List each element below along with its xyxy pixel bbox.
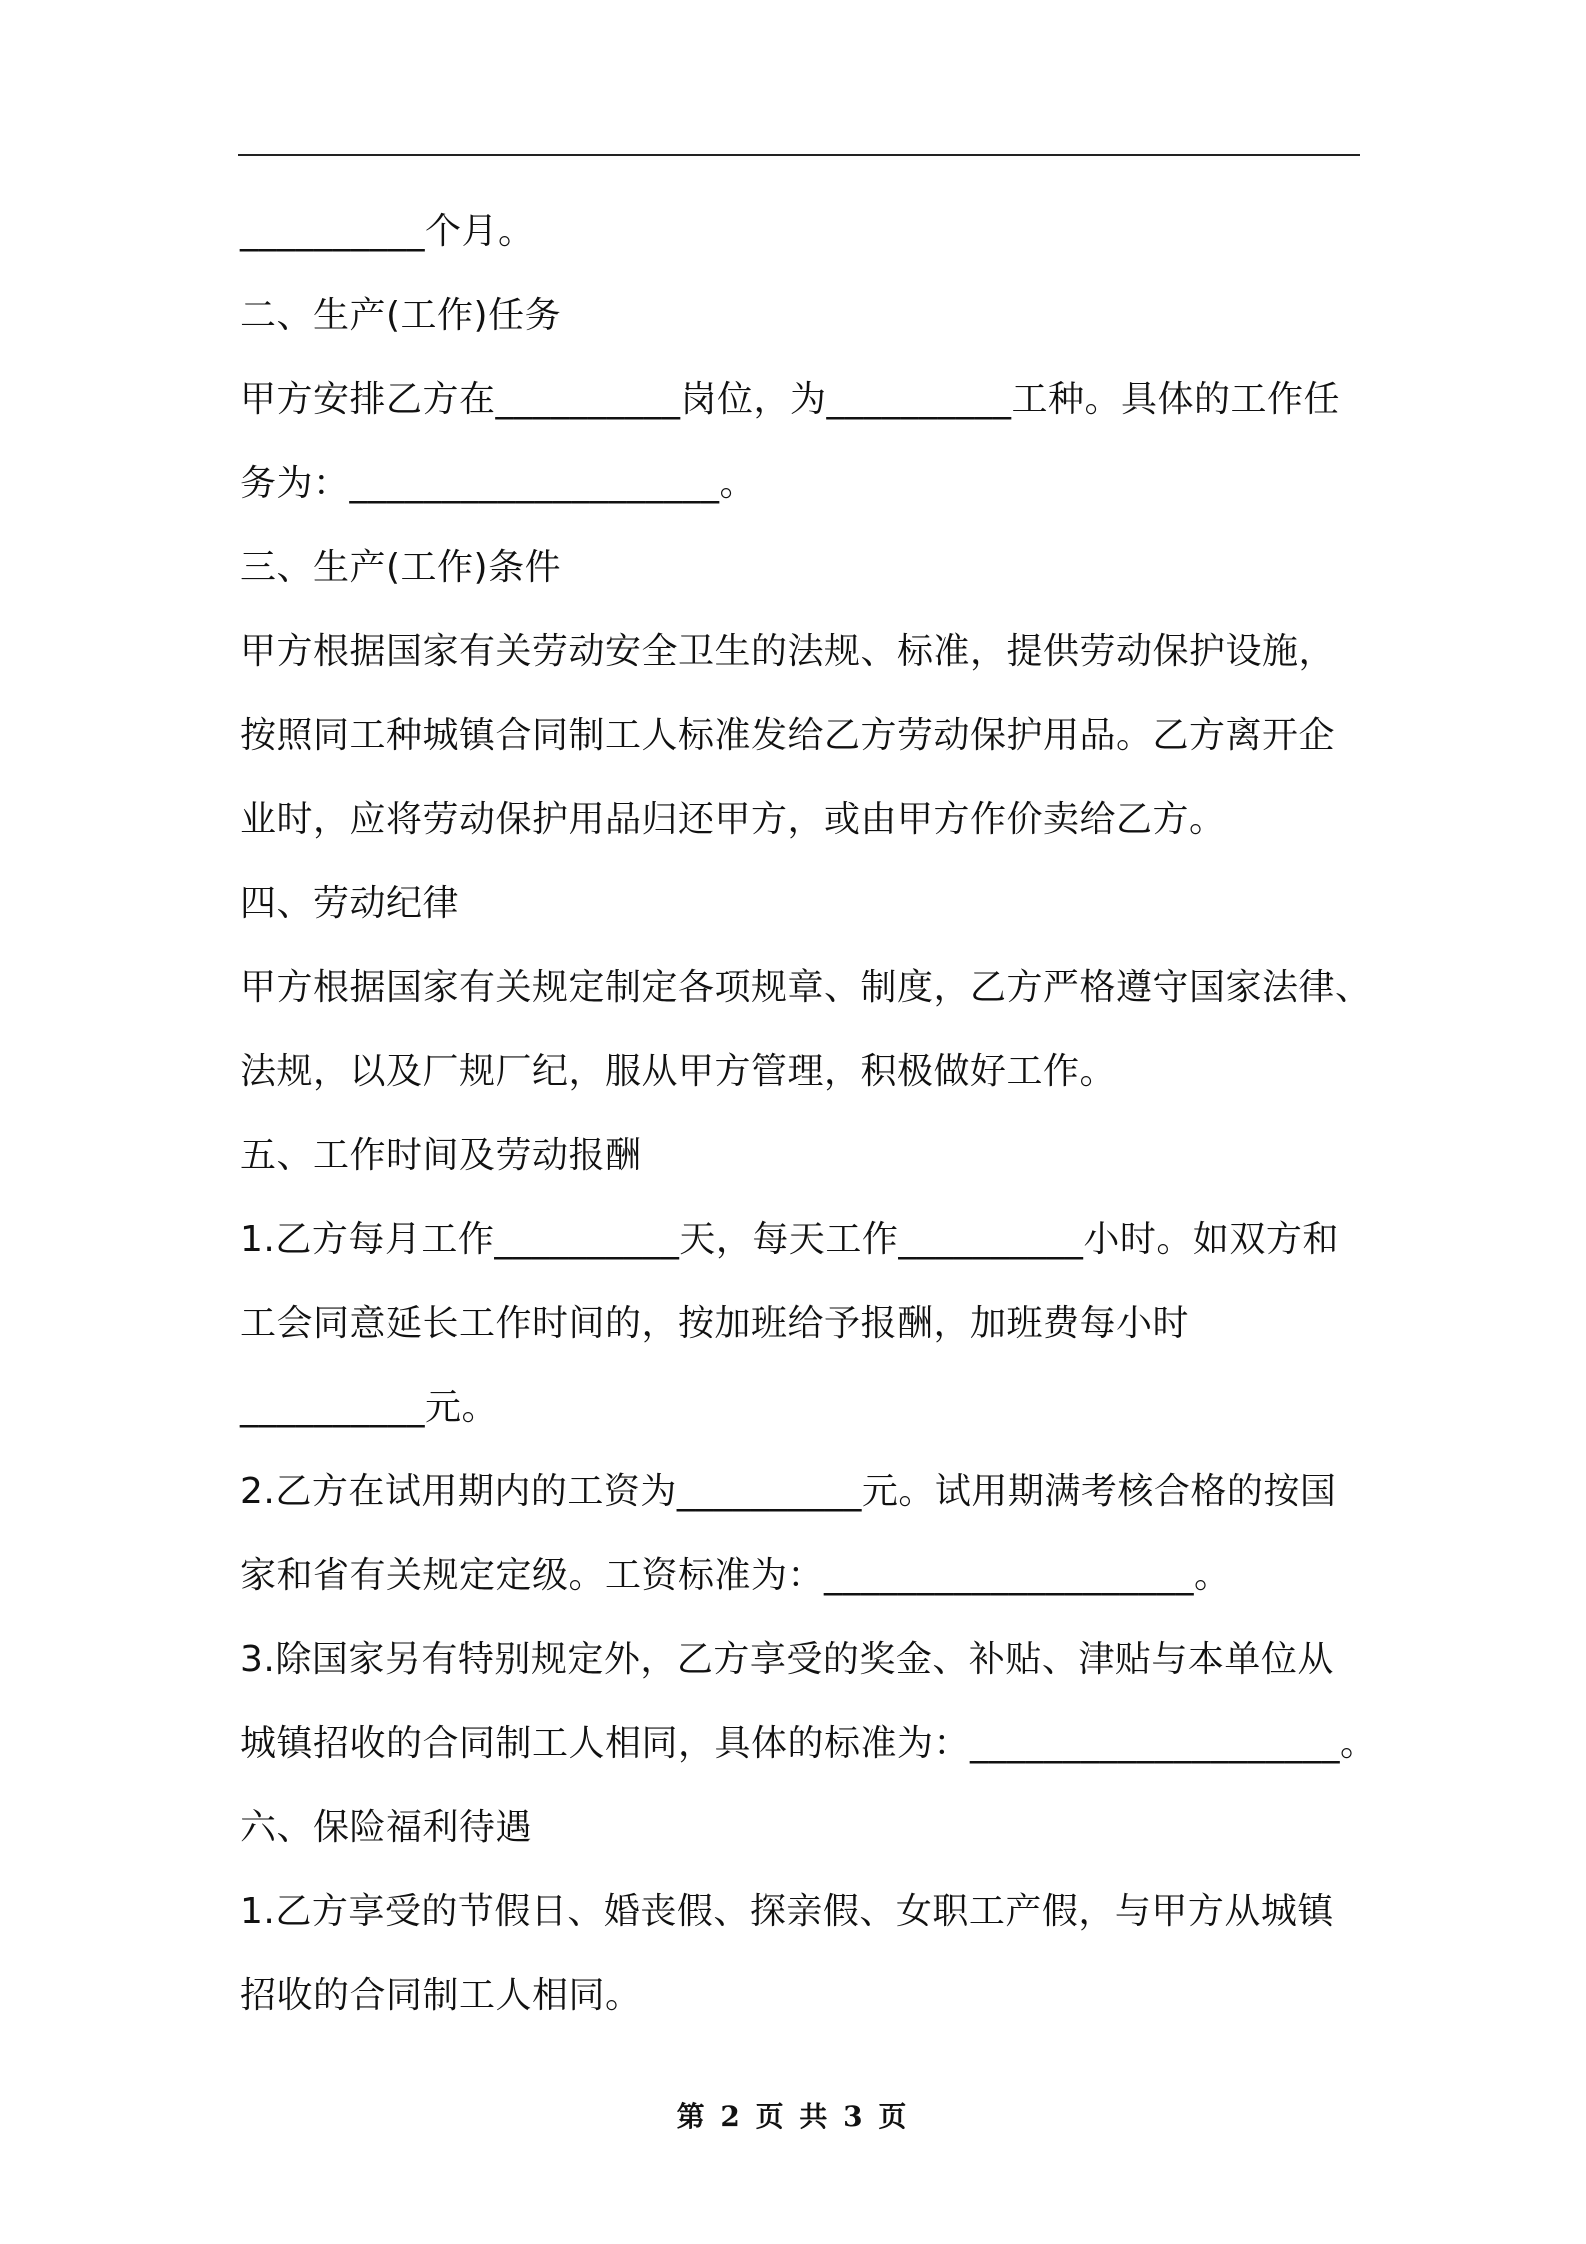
text-line: __________元。 bbox=[240, 1387, 499, 1428]
text-line: 家和省有关规定定级。工资标准为：____________________。 bbox=[240, 1555, 1231, 1596]
section-heading: 六、保险福利待遇 bbox=[240, 1807, 533, 1848]
text-line: 甲方根据国家有关规定制定各项规章、制度，乙方严格遵守国家法律、 bbox=[240, 967, 1372, 1008]
text-line: 务为：____________________。 bbox=[240, 463, 757, 504]
text-line: 按照同工种城镇合同制工人标准发给乙方劳动保护用品。乙方离开企 bbox=[240, 715, 1336, 756]
text-line: 法规，以及厂规厂纪，服从甲方管理，积极做好工作。 bbox=[240, 1051, 1117, 1092]
section-heading: 五、工作时间及劳动报酬 bbox=[240, 1135, 642, 1176]
text-line: __________个月。 bbox=[240, 211, 535, 252]
text-line: 甲方根据国家有关劳动安全卫生的法规、标准，提供劳动保护设施， bbox=[240, 631, 1336, 672]
text-line: 3.除国家另有特别规定外，乙方享受的奖金、补贴、津贴与本单位从 bbox=[240, 1639, 1334, 1680]
text-line: 2.乙方在试用期内的工资为__________元。试用期满考核合格的按国 bbox=[240, 1471, 1337, 1512]
header-rule bbox=[238, 154, 1360, 156]
text-line: 甲方安排乙方在__________岗位，为__________工种。具体的工作任 bbox=[240, 379, 1341, 420]
text-line: 工会同意延长工作时间的，按加班给予报酬，加班费每小时 bbox=[240, 1303, 1190, 1344]
text-line: 1.乙方每月工作__________天，每天工作__________小时。如双方和 bbox=[240, 1219, 1339, 1260]
document-body bbox=[240, 190, 1377, 2038]
page-footer: 第 2 页 共 3 页 bbox=[676, 2100, 910, 2133]
section-heading: 三、生产(工作)条件 bbox=[240, 547, 562, 588]
text-line: 业时，应将劳动保护用品归还甲方，或由甲方作价卖给乙方。 bbox=[240, 799, 1226, 840]
text-line: 城镇招收的合同制工人相同，具体的标准为：____________________。 bbox=[240, 1723, 1377, 1764]
section-heading: 四、劳动纪律 bbox=[240, 883, 460, 924]
text-line: 招收的合同制工人相同。 bbox=[240, 1975, 642, 2016]
text-line: 1.乙方享受的节假日、婚丧假、探亲假、女职工产假，与甲方从城镇 bbox=[240, 1891, 1334, 1932]
section-heading: 二、生产(工作)任务 bbox=[240, 295, 562, 336]
